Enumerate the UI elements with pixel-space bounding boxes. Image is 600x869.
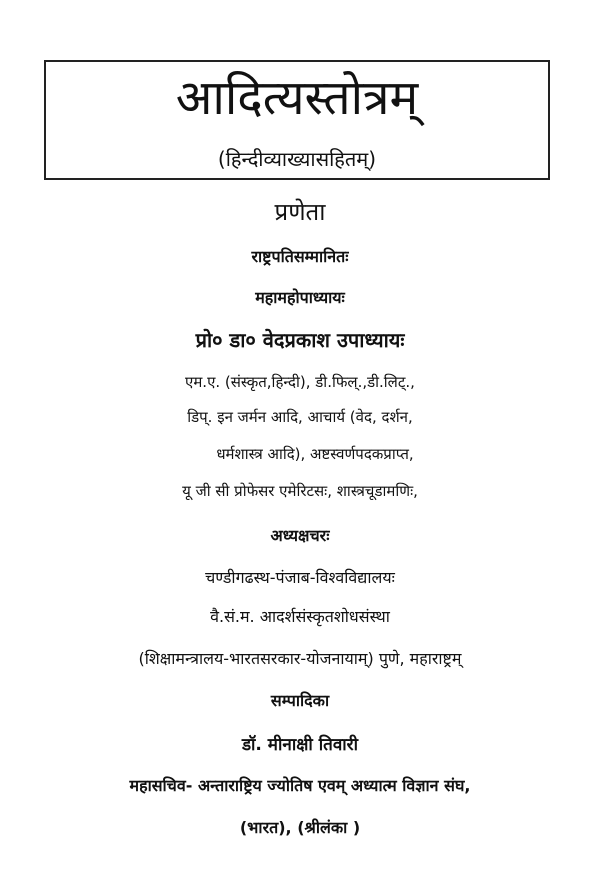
- author-name: प्रो० डा० वेदप्रकाश उपाध्यायः: [195, 328, 405, 352]
- qualification-line-4: यू जी सी प्रोफेसर एमेरिटसः, शास्त्रचूडामणिः,: [182, 482, 418, 500]
- qualification-line-1: एम.ए. (संस्कृत,हिन्दी), डी.फिल्.,डी.लिट्.,: [185, 373, 415, 391]
- title-box: [44, 60, 550, 180]
- author-heading: प्रणेता: [274, 198, 326, 226]
- book-title: आदित्यस्तोत्रम्: [175, 70, 419, 126]
- editor-countries: (भारत), (श्रीलंका ): [239, 818, 361, 837]
- honor-line-2: महामहोपाध्यायः: [255, 288, 345, 307]
- editor-name: डॉ. मीनाक्षी तिवारी: [241, 735, 359, 755]
- qualification-line-3: धर्मशास्त्र आदि), अष्टस्वर्णपदकप्राप्त,: [216, 445, 414, 463]
- role-heading: अध्यक्षचरः: [270, 526, 330, 545]
- honor-line-1: राष्ट्रपतिसम्मानितः: [251, 247, 349, 266]
- qualification-line-2: डिप्. इन जर्मन आदि, आचार्य (वेद, दर्शन,: [187, 408, 413, 426]
- editor-title: महासचिव- अन्ताराष्ट्रिय ज्योतिष एवम् अध्यात्म विज्ञान संघ,: [129, 776, 471, 795]
- editor-heading: सम्पादिका: [270, 691, 330, 710]
- institution-line-2: वै.सं.म. आदर्शसंस्कृतशोधसंस्था: [210, 607, 390, 626]
- book-subtitle: (हिन्दीव्याख्यासहितम्): [217, 147, 377, 171]
- institution-line-1: चण्डीगढस्थ-पंजाब-विश्वविद्यालयः: [205, 568, 395, 587]
- institution-line-3: (शिक्षामन्त्रालय-भारतसरकार-योजनायाम्) पुणे, महाराष्ट्रम्: [138, 649, 462, 668]
